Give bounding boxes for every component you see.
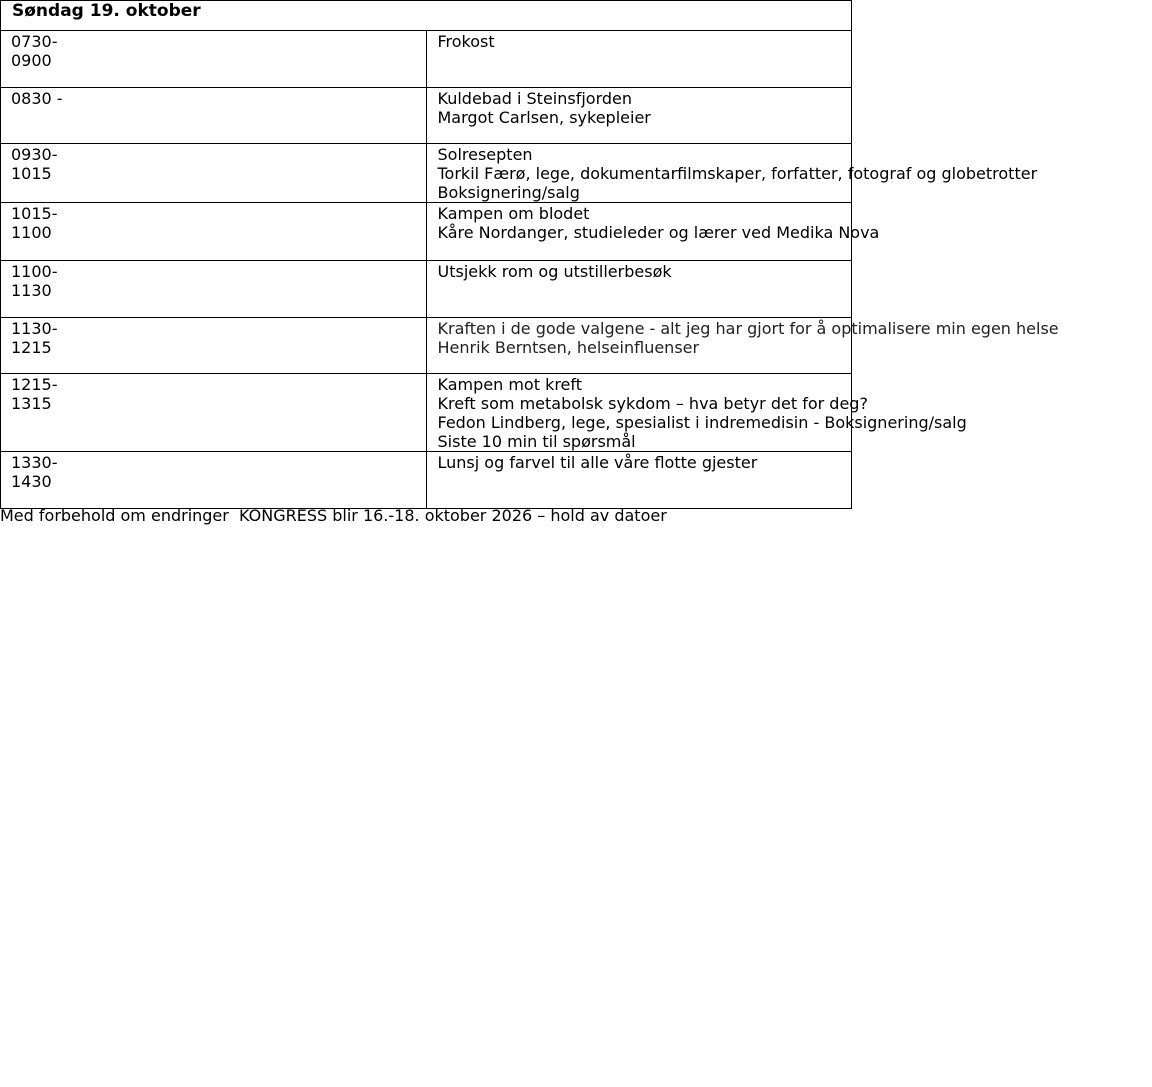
schedule-description — [426, 144, 1038, 203]
schedule-row — [1, 318, 852, 374]
schedule-time-line: 1130- — [11, 319, 58, 338]
schedule-time — [1, 318, 427, 374]
schedule-description-line: Kåre Nordanger, studieleder og lærer ved Medika Nova — [437, 223, 880, 242]
schedule-description-line: Kreft som metabolsk sykdom – hva betyr det for deg? — [437, 394, 868, 413]
schedule-time-line: 1100- — [11, 262, 58, 281]
schedule-description — [426, 374, 967, 452]
schedule-row — [1, 88, 852, 144]
footer-note: Med forbehold om endringer KONGRESS blir 16.-18. oktober 2026 – hold av datoer — [0, 506, 667, 525]
schedule-description-line: Frokost — [437, 32, 495, 51]
schedule-time-line: 0930- — [11, 145, 58, 164]
schedule-description-line: Kraften i de gode valgene - alt jeg har gjort for å optimalisere min egen helse — [437, 319, 1059, 338]
schedule-description — [426, 261, 852, 318]
schedule-time — [1, 374, 427, 452]
schedule-body — [1, 31, 1059, 509]
schedule-description-line: Fedon Lindberg, lege, spesialist i indremedisin - Boksignering/salg — [437, 413, 967, 432]
schedule-row — [1, 144, 852, 203]
schedule-time-line: 1315 — [11, 394, 52, 413]
schedule-day-heading: Søndag 19. oktober — [1, 1, 852, 31]
schedule-time-line: 1215- — [11, 375, 58, 394]
schedule-row — [1, 374, 852, 452]
schedule-description-line: Boksignering/salg — [437, 183, 580, 202]
schedule-description-line: Utsjekk rom og utstillerbesøk — [437, 262, 672, 281]
schedule-time — [1, 88, 427, 144]
schedule-description-line: Henrik Berntsen, helseinfluenser — [437, 338, 700, 357]
schedule-header-row — [1, 1, 852, 31]
schedule-description — [426, 203, 880, 261]
schedule-time-line: 1330- — [11, 453, 58, 472]
schedule-description — [426, 318, 1059, 374]
schedule-time-line: 0730- — [11, 32, 58, 51]
schedule-description-line: Torkil Færø, lege, dokumentarfilmskaper, forfatter, fotograf og globetrotter — [437, 164, 1038, 183]
schedule-description-line: Margot Carlsen, sykepleier — [437, 108, 651, 127]
schedule-time-line: 1015- — [11, 204, 58, 223]
schedule-time-line: 1100 — [11, 223, 52, 242]
schedule-row — [1, 203, 852, 261]
schedule-table — [0, 0, 1059, 509]
schedule-row — [1, 452, 852, 509]
schedule-time — [1, 203, 427, 261]
schedule-time-line: 0830 - — [11, 89, 63, 108]
schedule-time-line: 1130 — [11, 281, 52, 300]
schedule-description-line: Kampen om blodet — [437, 204, 590, 223]
schedule-row — [1, 261, 852, 318]
schedule-row — [1, 31, 852, 88]
schedule-time-line: 1015 — [11, 164, 52, 183]
schedule-time-line: 0900 — [11, 51, 52, 70]
schedule-time — [1, 452, 427, 509]
schedule-time — [1, 144, 427, 203]
schedule-description-line: Kuldebad i Steinsfjorden — [437, 89, 633, 108]
schedule-time — [1, 31, 427, 88]
schedule-description — [426, 88, 852, 144]
schedule-time-line: 1430 — [11, 472, 52, 491]
schedule-description-line: Lunsj og farvel til alle våre flotte gjester — [437, 453, 758, 472]
schedule-description-line: Solresepten — [437, 145, 533, 164]
schedule-time-line: 1215 — [11, 338, 52, 357]
schedule-time — [1, 261, 427, 318]
schedule-description-line: Siste 10 min til spørsmål — [437, 432, 636, 451]
schedule-description — [426, 452, 852, 509]
schedule-description — [426, 31, 852, 88]
schedule-description-line: Kampen mot kreft — [437, 375, 583, 394]
